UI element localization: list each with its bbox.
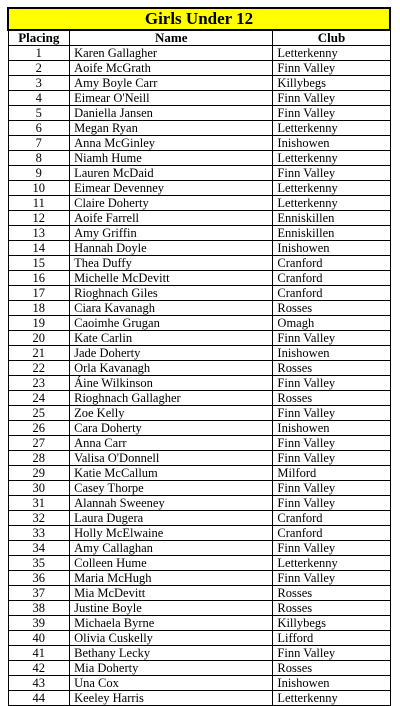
club-cell: Milford <box>273 466 390 481</box>
placing-cell: 30 <box>8 481 70 496</box>
placing-cell: 3 <box>8 76 70 91</box>
table-row <box>8 601 390 616</box>
table-row <box>8 241 390 256</box>
results-body <box>8 46 390 706</box>
header-club: Club <box>273 30 390 46</box>
name-cell: Amy Griffin <box>70 226 273 241</box>
table-row <box>8 481 390 496</box>
club-cell: Letterkenny <box>273 691 390 706</box>
title-row <box>8 8 390 30</box>
club-cell: Finn Valley <box>273 646 390 661</box>
table-row <box>8 376 390 391</box>
name-cell: Holly McElwaine <box>70 526 273 541</box>
name-cell: Mia Doherty <box>70 661 273 676</box>
placing-cell: 44 <box>8 691 70 706</box>
name-cell: Thea Duffy <box>70 256 273 271</box>
club-cell: Rosses <box>273 301 390 316</box>
name-cell: Áine Wilkinson <box>70 376 273 391</box>
club-cell: Rosses <box>273 601 390 616</box>
name-cell: Caoimhe Grugan <box>70 316 273 331</box>
placing-cell: 27 <box>8 436 70 451</box>
name-cell: Mia McDevitt <box>70 586 273 601</box>
placing-cell: 25 <box>8 406 70 421</box>
table-row <box>8 136 390 151</box>
table-row <box>8 361 390 376</box>
placing-cell: 9 <box>8 166 70 181</box>
placing-cell: 24 <box>8 391 70 406</box>
table-row <box>8 331 390 346</box>
name-cell: Laura Dugera <box>70 511 273 526</box>
club-cell: Rosses <box>273 586 390 601</box>
name-cell: Niamh Hume <box>70 151 273 166</box>
table-row <box>8 691 390 706</box>
placing-cell: 29 <box>8 466 70 481</box>
name-cell: Eimear Devenney <box>70 181 273 196</box>
table-row <box>8 226 390 241</box>
name-cell: Colleen Hume <box>70 556 273 571</box>
club-cell: Inishowen <box>273 136 390 151</box>
placing-cell: 32 <box>8 511 70 526</box>
table-row <box>8 406 390 421</box>
placing-cell: 35 <box>8 556 70 571</box>
club-cell: Finn Valley <box>273 451 390 466</box>
placing-cell: 41 <box>8 646 70 661</box>
name-cell: Rioghnach Gallagher <box>70 391 273 406</box>
header-row <box>8 30 390 46</box>
club-cell: Letterkenny <box>273 196 390 211</box>
header-name: Name <box>70 30 273 46</box>
club-cell: Inishowen <box>273 346 390 361</box>
table-row <box>8 256 390 271</box>
table-row <box>8 526 390 541</box>
name-cell: Aoife Farrell <box>70 211 273 226</box>
club-cell: Letterkenny <box>273 151 390 166</box>
club-cell: Finn Valley <box>273 61 390 76</box>
table-row <box>8 61 390 76</box>
name-cell: Daniella Jansen <box>70 106 273 121</box>
header-placing: Placing <box>8 30 70 46</box>
placing-cell: 40 <box>8 631 70 646</box>
table-row <box>8 646 390 661</box>
table-row <box>8 346 390 361</box>
name-cell: Orla Kavanagh <box>70 361 273 376</box>
placing-cell: 14 <box>8 241 70 256</box>
placing-cell: 13 <box>8 226 70 241</box>
name-cell: Alannah Sweeney <box>70 496 273 511</box>
table-row <box>8 496 390 511</box>
placing-cell: 38 <box>8 601 70 616</box>
club-cell: Finn Valley <box>273 166 390 181</box>
name-cell: Maria McHugh <box>70 571 273 586</box>
name-cell: Olivia Cuskelly <box>70 631 273 646</box>
name-cell: Valisa O'Donnell <box>70 451 273 466</box>
name-cell: Eimear O'Neill <box>70 91 273 106</box>
name-cell: Zoe Kelly <box>70 406 273 421</box>
table-title: Girls Under 12 <box>8 8 390 30</box>
table-row <box>8 151 390 166</box>
club-cell: Rosses <box>273 361 390 376</box>
club-cell: Finn Valley <box>273 571 390 586</box>
placing-cell: 31 <box>8 496 70 511</box>
table-row <box>8 316 390 331</box>
placing-cell: 7 <box>8 136 70 151</box>
placing-cell: 36 <box>8 571 70 586</box>
table-row <box>8 676 390 691</box>
placing-cell: 26 <box>8 421 70 436</box>
name-cell: Rioghnach Giles <box>70 286 273 301</box>
name-cell: Karen Gallagher <box>70 46 273 61</box>
club-cell: Rosses <box>273 391 390 406</box>
table-row <box>8 166 390 181</box>
placing-cell: 23 <box>8 376 70 391</box>
club-cell: Rosses <box>273 661 390 676</box>
placing-cell: 12 <box>8 211 70 226</box>
name-cell: Jade Doherty <box>70 346 273 361</box>
placing-cell: 4 <box>8 91 70 106</box>
club-cell: Finn Valley <box>273 436 390 451</box>
table-row <box>8 421 390 436</box>
table-row <box>8 541 390 556</box>
club-cell: Finn Valley <box>273 541 390 556</box>
club-cell: Finn Valley <box>273 106 390 121</box>
table-row <box>8 76 390 91</box>
placing-cell: 10 <box>8 181 70 196</box>
placing-cell: 8 <box>8 151 70 166</box>
table-row <box>8 586 390 601</box>
table-row <box>8 571 390 586</box>
club-cell: Letterkenny <box>273 556 390 571</box>
placing-cell: 17 <box>8 286 70 301</box>
name-cell: Casey Thorpe <box>70 481 273 496</box>
club-cell: Cranford <box>273 286 390 301</box>
club-cell: Cranford <box>273 271 390 286</box>
placing-cell: 37 <box>8 586 70 601</box>
placing-cell: 22 <box>8 361 70 376</box>
club-cell: Cranford <box>273 526 390 541</box>
placing-cell: 39 <box>8 616 70 631</box>
club-cell: Enniskillen <box>273 226 390 241</box>
table-row <box>8 511 390 526</box>
placing-cell: 1 <box>8 46 70 61</box>
club-cell: Omagh <box>273 316 390 331</box>
table-row <box>8 46 390 61</box>
placing-cell: 19 <box>8 316 70 331</box>
name-cell: Ciara Kavanagh <box>70 301 273 316</box>
table-row <box>8 661 390 676</box>
name-cell: Michaela Byrne <box>70 616 273 631</box>
club-cell: Lifford <box>273 631 390 646</box>
table-row <box>8 616 390 631</box>
results-table <box>7 7 391 706</box>
table-row <box>8 301 390 316</box>
placing-cell: 15 <box>8 256 70 271</box>
placing-cell: 33 <box>8 526 70 541</box>
placing-cell: 16 <box>8 271 70 286</box>
name-cell: Hannah Doyle <box>70 241 273 256</box>
name-cell: Una Cox <box>70 676 273 691</box>
club-cell: Letterkenny <box>273 121 390 136</box>
placing-cell: 5 <box>8 106 70 121</box>
name-cell: Lauren McDaid <box>70 166 273 181</box>
club-cell: Cranford <box>273 511 390 526</box>
table-row <box>8 631 390 646</box>
table-row <box>8 286 390 301</box>
club-cell: Enniskillen <box>273 211 390 226</box>
table-row <box>8 181 390 196</box>
club-cell: Inishowen <box>273 241 390 256</box>
table-row <box>8 556 390 571</box>
name-cell: Kate Carlin <box>70 331 273 346</box>
table-row <box>8 451 390 466</box>
table-row <box>8 211 390 226</box>
table-row <box>8 196 390 211</box>
club-cell: Cranford <box>273 256 390 271</box>
table-row <box>8 391 390 406</box>
placing-cell: 2 <box>8 61 70 76</box>
placing-cell: 18 <box>8 301 70 316</box>
name-cell: Anna Carr <box>70 436 273 451</box>
table-row <box>8 91 390 106</box>
club-cell: Inishowen <box>273 421 390 436</box>
name-cell: Justine Boyle <box>70 601 273 616</box>
name-cell: Amy Callaghan <box>70 541 273 556</box>
name-cell: Katie McCallum <box>70 466 273 481</box>
table-row <box>8 121 390 136</box>
name-cell: Megan Ryan <box>70 121 273 136</box>
placing-cell: 43 <box>8 676 70 691</box>
club-cell: Killybegs <box>273 616 390 631</box>
club-cell: Finn Valley <box>273 376 390 391</box>
name-cell: Anna McGinley <box>70 136 273 151</box>
name-cell: Keeley Harris <box>70 691 273 706</box>
name-cell: Cara Doherty <box>70 421 273 436</box>
club-cell: Finn Valley <box>273 91 390 106</box>
name-cell: Michelle McDevitt <box>70 271 273 286</box>
table-row <box>8 271 390 286</box>
name-cell: Claire Doherty <box>70 196 273 211</box>
club-cell: Finn Valley <box>273 331 390 346</box>
club-cell: Inishowen <box>273 676 390 691</box>
table-row <box>8 436 390 451</box>
club-cell: Killybegs <box>273 76 390 91</box>
placing-cell: 6 <box>8 121 70 136</box>
club-cell: Finn Valley <box>273 496 390 511</box>
placing-cell: 28 <box>8 451 70 466</box>
placing-cell: 20 <box>8 331 70 346</box>
name-cell: Bethany Lecky <box>70 646 273 661</box>
placing-cell: 34 <box>8 541 70 556</box>
name-cell: Amy Boyle Carr <box>70 76 273 91</box>
name-cell: Aoife McGrath <box>70 61 273 76</box>
club-cell: Finn Valley <box>273 481 390 496</box>
club-cell: Letterkenny <box>273 181 390 196</box>
table-row <box>8 466 390 481</box>
placing-cell: 42 <box>8 661 70 676</box>
placing-cell: 11 <box>8 196 70 211</box>
table-row <box>8 106 390 121</box>
club-cell: Finn Valley <box>273 406 390 421</box>
club-cell: Letterkenny <box>273 46 390 61</box>
placing-cell: 21 <box>8 346 70 361</box>
